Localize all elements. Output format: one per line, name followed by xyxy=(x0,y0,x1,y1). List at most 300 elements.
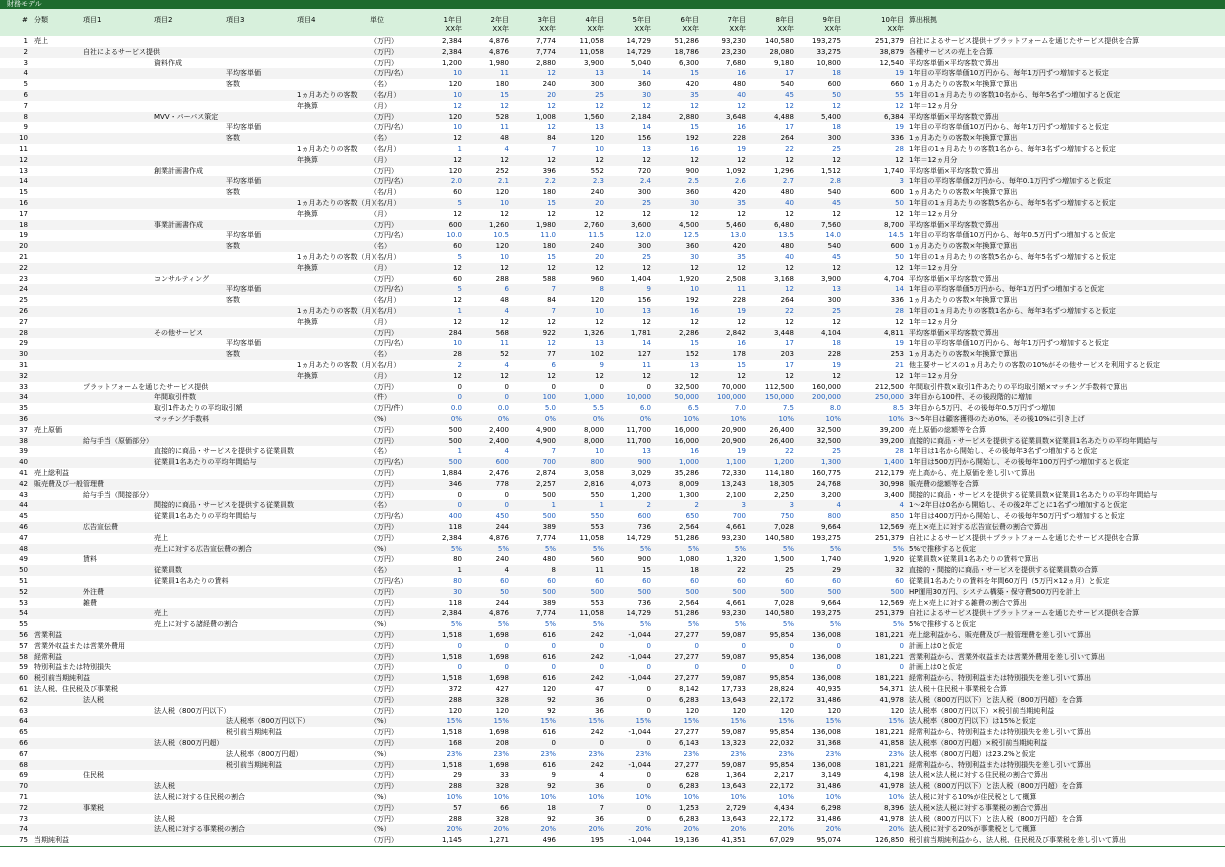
row-unit: （万円/名） xyxy=(370,577,408,585)
year-8-value: 12 xyxy=(785,285,794,294)
year-1-value: 0 xyxy=(457,382,462,391)
row-label: 法人税に対する住民税の割合 xyxy=(154,793,245,801)
year-10-value: 253 xyxy=(890,350,904,359)
year-9-value: 25 xyxy=(832,145,841,153)
year-4-value: 11,058 xyxy=(579,47,604,56)
year-8-value: 17 xyxy=(785,123,794,132)
year-6-value: 4,500 xyxy=(678,220,699,229)
row-unit: （名/月） xyxy=(370,307,401,315)
year-10-value: 3 xyxy=(899,177,904,186)
table-row xyxy=(0,47,1225,58)
year-1-value: 500 xyxy=(448,425,462,434)
year-7-value: 2,508 xyxy=(725,274,746,283)
year-9-value: 12 xyxy=(832,371,841,380)
year-2-value: 0 xyxy=(504,393,509,402)
row-number: 69 xyxy=(19,771,28,780)
year-6-value: 10% xyxy=(683,793,699,801)
row-number: 11 xyxy=(19,145,28,153)
year-7-value: 16 xyxy=(737,339,746,348)
year-1-value: 12 xyxy=(453,296,462,305)
row-label: コンサルティング xyxy=(154,274,209,283)
row-label: 年換算 xyxy=(297,371,318,380)
year-1-value: 5 xyxy=(457,285,462,294)
row-unit: （名/月） xyxy=(370,296,401,305)
row-basis: 間接的に商品・サービスを提供する従業員数×従業員1名あたりの平均年間給与 xyxy=(909,490,1158,499)
year-9-value: 12 xyxy=(832,317,841,326)
year-6-value: 650 xyxy=(685,512,699,521)
row-basis: 平均客単価×平均客数で算出 xyxy=(909,166,999,175)
year-1-value: 372 xyxy=(448,685,462,693)
year-1-value: 10% xyxy=(446,793,462,801)
row-basis: 1年目の1ヵ月あたりの客数10名から、毎年5名ずつ増加すると仮定 xyxy=(909,91,1121,99)
year-4-value: 120 xyxy=(590,134,604,143)
year-4-value: 300 xyxy=(590,80,604,89)
year-10-value: 126,850 xyxy=(875,836,904,845)
row-label: 売上に対する諸経費の割合 xyxy=(154,620,238,629)
year-5-value: 13 xyxy=(642,145,651,153)
row-number: 34 xyxy=(19,393,28,402)
row-label: 年換算 xyxy=(297,209,318,218)
row-unit: （名） xyxy=(370,80,391,89)
row-label: 従業員1名あたりの平均年間給与 xyxy=(154,458,257,467)
row-number: 38 xyxy=(19,436,28,445)
row-label: 売上に対する広告宣伝費の割合 xyxy=(154,544,252,553)
year-2-value: 20% xyxy=(493,825,509,834)
year-3-value: 12 xyxy=(547,101,556,110)
year-8-value: 140,580 xyxy=(765,37,794,45)
year-10-value: 1,400 xyxy=(883,458,904,467)
table-row xyxy=(0,760,1225,771)
year-7-value: 2,842 xyxy=(725,328,746,337)
header-year-10: 10年目 xyxy=(881,16,904,24)
year-4-value: 7 xyxy=(599,803,604,812)
year-8-value: 9,180 xyxy=(773,58,794,67)
row-unit: （万円） xyxy=(370,469,398,477)
row-label: 給与手当（原価部分） xyxy=(83,436,153,445)
year-5-value: 500 xyxy=(637,587,651,596)
year-6-value: 1,000 xyxy=(678,458,699,467)
row-label: 1ヵ月あたりの客数（月） xyxy=(297,307,379,315)
year-10-value: 38,879 xyxy=(879,47,904,56)
year-7-value: 1,364 xyxy=(725,771,746,780)
year-7-value: 2.6 xyxy=(734,177,746,186)
table-row xyxy=(0,652,1225,663)
year-4-value: 12 xyxy=(595,263,604,272)
year-2-value: 180 xyxy=(495,80,509,89)
year-10-value: 14.5 xyxy=(888,231,904,240)
row-unit: （万円） xyxy=(370,555,398,564)
year-9-value: 31,486 xyxy=(816,695,841,704)
table-row xyxy=(0,241,1225,252)
year-2-value: 10 xyxy=(500,199,509,207)
year-5-value: 0% xyxy=(639,415,651,423)
year-3-value: 396 xyxy=(542,166,556,175)
row-unit: （月） xyxy=(370,263,391,272)
row-unit: （万円） xyxy=(370,598,398,607)
year-7-value: 178 xyxy=(732,350,746,359)
year-10-value: 250,000 xyxy=(875,393,904,402)
year-4-value: 1,326 xyxy=(583,328,604,337)
year-6-value: 35,286 xyxy=(674,469,699,477)
year-10-value: 181,221 xyxy=(875,652,904,661)
year-10-value: 10% xyxy=(888,793,904,801)
year-7-value: 10% xyxy=(730,793,746,801)
year-8-value: 20% xyxy=(778,825,794,834)
year-8-value: 500 xyxy=(780,587,794,596)
year-4-value: 195 xyxy=(590,836,604,845)
year-3-value: 0% xyxy=(544,415,556,423)
year-1-value: 15% xyxy=(446,717,462,726)
year-3-value: 20% xyxy=(540,825,556,834)
row-basis: 年間取引件数×取引1件あたりの平均取引額×マッチング手数料で算出 xyxy=(909,382,1128,391)
table-row xyxy=(0,79,1225,90)
year-2-value: 252 xyxy=(495,166,509,175)
row-number: 28 xyxy=(19,328,28,337)
year-5-value: 3,029 xyxy=(630,469,651,477)
year-9-value: 25 xyxy=(832,447,841,456)
row-label: 従業員数 xyxy=(154,566,182,575)
year-9-value: 4 xyxy=(836,501,841,510)
table-row xyxy=(0,187,1225,198)
year-8-value: 95,854 xyxy=(769,760,794,769)
year-10-value: 181,221 xyxy=(875,674,904,683)
row-number: 55 xyxy=(19,620,28,629)
table-row xyxy=(0,619,1225,630)
row-basis: 平均客単価×平均客数で算出 xyxy=(909,274,999,283)
year-1-value: 2,384 xyxy=(441,37,462,45)
row-unit: （万円/名） xyxy=(370,512,408,521)
year-9-value: 10% xyxy=(825,793,841,801)
year-7-value: 35 xyxy=(737,199,746,207)
year-8-value: 140,580 xyxy=(765,533,794,542)
row-number: 42 xyxy=(19,479,28,488)
year-9-value: 193,275 xyxy=(812,37,841,45)
row-basis: 直接的・間接的に商品・サービスを提供する従業員数の合算 xyxy=(909,566,1098,575)
year-9-value: 12 xyxy=(832,263,841,272)
row-unit: （件） xyxy=(370,393,391,402)
year-5-value: 600 xyxy=(637,512,651,521)
year-9-value: 0 xyxy=(836,663,841,672)
row-label: 客数 xyxy=(226,80,240,89)
year-5-value: 14,729 xyxy=(626,37,651,45)
row-unit: （万円） xyxy=(370,631,398,639)
year-5-value: 12 xyxy=(642,101,651,110)
year-9-value: 95,074 xyxy=(816,836,841,845)
row-number: 10 xyxy=(19,134,28,143)
header-year-sub: XX年 xyxy=(729,25,746,33)
year-7-value: 7,680 xyxy=(725,58,746,67)
year-6-value: 900 xyxy=(685,166,699,175)
year-8-value: 22,172 xyxy=(769,814,794,823)
row-basis: 経常利益から、特別利益または特別損失を差し引いて算出 xyxy=(909,760,1091,769)
row-unit: （万円） xyxy=(370,663,398,672)
year-6-value: 5% xyxy=(687,544,699,553)
year-2-value: 4 xyxy=(504,566,509,575)
year-9-value: 18 xyxy=(832,69,841,78)
year-10-value: 181,221 xyxy=(875,760,904,769)
year-7-value: 12 xyxy=(737,263,746,272)
year-7-value: 2,100 xyxy=(725,490,746,499)
year-10-value: 19 xyxy=(895,69,904,78)
year-9-value: 24,768 xyxy=(816,479,841,488)
row-number: 46 xyxy=(19,523,28,531)
year-2-value: 12 xyxy=(500,371,509,380)
table-row xyxy=(0,554,1225,565)
year-2-value: 4 xyxy=(504,361,509,369)
row-number: 1 xyxy=(23,37,28,45)
year-6-value: 15 xyxy=(690,339,699,348)
year-9-value: 45 xyxy=(832,253,841,261)
year-9-value: 18 xyxy=(832,339,841,348)
year-7-value: 13,643 xyxy=(721,814,746,823)
year-10-value: 600 xyxy=(890,188,904,197)
year-2-value: 4,876 xyxy=(488,533,509,542)
year-1-value: 1,884 xyxy=(441,469,462,477)
year-7-value: 12 xyxy=(737,371,746,380)
year-9-value: 18 xyxy=(832,123,841,132)
year-2-value: 288 xyxy=(495,274,509,283)
year-3-value: 1,008 xyxy=(535,112,556,121)
year-1-value: 168 xyxy=(448,739,462,747)
year-9-value: 3,900 xyxy=(820,274,841,283)
year-7-value: 16 xyxy=(737,69,746,78)
year-6-value: 15% xyxy=(683,717,699,726)
row-basis: 法人税に対する20%が事業税として概算 xyxy=(909,825,1037,834)
header-year-7: 7年目 xyxy=(727,16,746,24)
table-row xyxy=(0,220,1225,231)
row-unit: （万円） xyxy=(370,37,398,45)
row-basis: 直接的に商品・サービスを提供する従業員数×従業員1名あたりの平均年間給与 xyxy=(909,436,1158,445)
row-basis: 1ヵ月あたりの客数×年換算で算出 xyxy=(909,134,1018,143)
year-6-value: 30 xyxy=(690,253,699,261)
year-8-value: 2.7 xyxy=(782,177,794,186)
row-number: 22 xyxy=(19,263,28,272)
year-10-value: 20% xyxy=(888,825,904,834)
year-1-value: 12 xyxy=(453,317,462,326)
year-6-value: 27,277 xyxy=(674,674,699,683)
row-unit: （名） xyxy=(370,350,391,359)
table-row xyxy=(0,479,1225,490)
row-number: 6 xyxy=(23,91,28,99)
year-5-value: 12.0 xyxy=(635,231,651,240)
year-6-value: 360 xyxy=(685,242,699,251)
sheet-title: 財務モデル xyxy=(0,0,1225,9)
year-3-value: 84 xyxy=(547,296,556,305)
year-7-value: 7.0 xyxy=(734,404,746,413)
year-9-value: 1,300 xyxy=(820,458,841,467)
year-1-value: 12 xyxy=(453,209,462,218)
year-4-value: 960 xyxy=(590,274,604,283)
row-basis: 1年目の平均客単価5万円から、毎年1万円ずつ増加すると仮定 xyxy=(909,285,1105,294)
year-4-value: 553 xyxy=(590,523,604,531)
row-number: 50 xyxy=(19,566,28,575)
table-row xyxy=(0,58,1225,69)
year-9-value: 25 xyxy=(832,307,841,315)
year-7-value: 19 xyxy=(737,447,746,456)
year-7-value: 480 xyxy=(732,80,746,89)
year-9-value: 32,500 xyxy=(816,425,841,434)
row-number: 18 xyxy=(19,220,28,229)
year-8-value: 480 xyxy=(780,188,794,197)
year-10-value: 41,978 xyxy=(879,782,904,791)
year-2-value: 528 xyxy=(495,112,509,121)
row-basis: 自社によるサービス提供＋プラットフォームを通じたサービス提供を合算 xyxy=(909,533,1140,542)
year-8-value: 4,488 xyxy=(773,112,794,121)
year-9-value: 120 xyxy=(827,706,841,715)
table-row xyxy=(0,587,1225,598)
row-number: 62 xyxy=(19,695,28,704)
year-6-value: 2,286 xyxy=(678,328,699,337)
year-3-value: 616 xyxy=(542,760,556,769)
row-number: 23 xyxy=(19,274,28,283)
row-basis: 経常利益から、特別利益または特別損失を差し引いて算出 xyxy=(909,674,1091,683)
year-4-value: 560 xyxy=(590,555,604,564)
table-row xyxy=(0,425,1225,436)
year-9-value: 9,664 xyxy=(820,598,841,607)
year-3-value: 616 xyxy=(542,631,556,639)
header-year-sub: XX年 xyxy=(587,25,604,33)
table-row xyxy=(0,371,1225,382)
year-10-value: 14 xyxy=(895,285,904,294)
year-3-value: 7 xyxy=(551,145,556,153)
year-4-value: 800 xyxy=(590,458,604,467)
year-3-value: 12 xyxy=(547,155,556,164)
header-year-sub: XX年 xyxy=(682,25,699,33)
year-10-value: 181,221 xyxy=(875,728,904,737)
year-10-value: 8.5 xyxy=(892,404,904,413)
year-4-value: 36 xyxy=(595,706,604,715)
year-3-value: 180 xyxy=(542,188,556,197)
year-5-value: 14 xyxy=(642,339,651,348)
year-2-value: 50 xyxy=(500,587,509,596)
year-7-value: 22 xyxy=(737,566,746,575)
year-6-value: 15 xyxy=(690,69,699,78)
row-number: 33 xyxy=(19,382,28,391)
year-10-value: 41,978 xyxy=(879,814,904,823)
year-3-value: 10% xyxy=(540,793,556,801)
year-6-value: 18 xyxy=(690,566,699,575)
row-label: プラットフォームを通じたサービス提供 xyxy=(83,382,209,391)
year-4-value: 553 xyxy=(590,598,604,607)
year-3-value: 84 xyxy=(547,134,556,143)
year-3-value: 500 xyxy=(542,490,556,499)
row-unit: （万円） xyxy=(370,533,398,542)
year-8-value: 3,448 xyxy=(773,328,794,337)
year-5-value: 1,404 xyxy=(630,274,651,283)
year-1-value: 0 xyxy=(457,490,462,499)
row-unit: （万円） xyxy=(370,274,398,283)
year-5-value: 9 xyxy=(646,285,651,294)
year-6-value: 35 xyxy=(690,91,699,99)
year-1-value: 5 xyxy=(457,253,462,261)
table-row xyxy=(0,727,1225,738)
year-3-value: 15 xyxy=(547,253,556,261)
year-9-value: 10% xyxy=(825,415,841,423)
row-number: 66 xyxy=(19,739,28,747)
year-8-value: 112,500 xyxy=(765,382,794,391)
year-3-value: 2.2 xyxy=(544,177,556,186)
year-10-value: 19 xyxy=(895,339,904,348)
row-basis: 法人税（800万円以下）と法人税（800万円超）を合算 xyxy=(909,814,1083,823)
row-label: 法人税（800万円以下） xyxy=(154,706,231,715)
year-7-value: 1,320 xyxy=(725,555,746,564)
year-7-value: 12 xyxy=(737,101,746,110)
year-2-value: 4 xyxy=(504,307,509,315)
year-8-value: 114,180 xyxy=(765,469,794,477)
header-year-sub: XX年 xyxy=(777,25,794,33)
row-basis: 3年目から5万円、その後毎年0.5万円ずつ増加 xyxy=(909,404,1056,413)
year-2-value: 48 xyxy=(500,134,509,143)
year-5-value: 736 xyxy=(637,523,651,531)
year-7-value: 23,230 xyxy=(721,47,746,56)
year-10-value: 660 xyxy=(890,80,904,89)
row-basis: 1年目の1ヵ月あたりの客数5名から、毎年5名ずつ増加すると仮定 xyxy=(909,199,1116,207)
year-7-value: 420 xyxy=(732,242,746,251)
year-4-value: 1 xyxy=(599,501,604,510)
row-unit: （%） xyxy=(370,620,391,629)
year-2-value: 4,876 xyxy=(488,609,509,618)
year-10-value: 32 xyxy=(895,566,904,575)
year-9-value: 136,008 xyxy=(812,652,841,661)
year-4-value: 5% xyxy=(592,620,604,629)
year-1-value: 10 xyxy=(453,69,462,78)
year-7-value: 12 xyxy=(737,209,746,218)
row-unit: （万円） xyxy=(370,328,398,337)
year-9-value: 9,664 xyxy=(820,523,841,531)
row-number: 67 xyxy=(19,749,28,758)
year-1-value: 1,518 xyxy=(441,728,462,737)
year-9-value: 31,486 xyxy=(816,814,841,823)
year-2-value: 2.1 xyxy=(497,177,509,186)
year-2-value: 5% xyxy=(497,620,509,629)
row-unit: （名/月） xyxy=(370,91,401,99)
table-row xyxy=(0,306,1225,317)
year-2-value: 0 xyxy=(504,663,509,672)
year-6-value: 6,283 xyxy=(678,695,699,704)
row-basis: 法人税（800万円以下）と法人税（800万円超）を合算 xyxy=(909,695,1083,704)
year-9-value: 136,008 xyxy=(812,631,841,639)
table-row xyxy=(0,349,1225,360)
row-number: 59 xyxy=(19,663,28,672)
row-unit: （万円） xyxy=(370,706,398,715)
row-unit: （万円/名） xyxy=(370,458,408,467)
year-6-value: 8,142 xyxy=(678,685,699,693)
year-5-value: 25 xyxy=(642,199,651,207)
row-unit: （万円/名） xyxy=(370,285,408,294)
year-1-value: 10 xyxy=(453,123,462,132)
year-6-value: 6.5 xyxy=(687,404,699,413)
row-unit: （名） xyxy=(370,447,391,456)
year-6-value: 51,286 xyxy=(674,533,699,542)
row-label: 給与手当（間接部分） xyxy=(83,490,153,499)
table-row xyxy=(0,446,1225,457)
year-2-value: 11 xyxy=(500,69,509,78)
row-unit: （万円） xyxy=(370,609,398,618)
year-1-value: 288 xyxy=(448,814,462,823)
year-3-value: 5.0 xyxy=(544,404,556,413)
year-7-value: 11 xyxy=(737,285,746,294)
row-number: 14 xyxy=(19,177,28,186)
row-label: 1ヵ月あたりの客数（月） xyxy=(297,361,379,369)
year-8-value: 1,500 xyxy=(773,555,794,564)
year-5-value: 14 xyxy=(642,123,651,132)
year-2-value: 0 xyxy=(504,641,509,650)
row-unit: （名） xyxy=(370,566,391,575)
table-row xyxy=(0,176,1225,187)
table-row xyxy=(0,144,1225,155)
year-2-value: 48 xyxy=(500,296,509,305)
table-row xyxy=(0,36,1225,47)
